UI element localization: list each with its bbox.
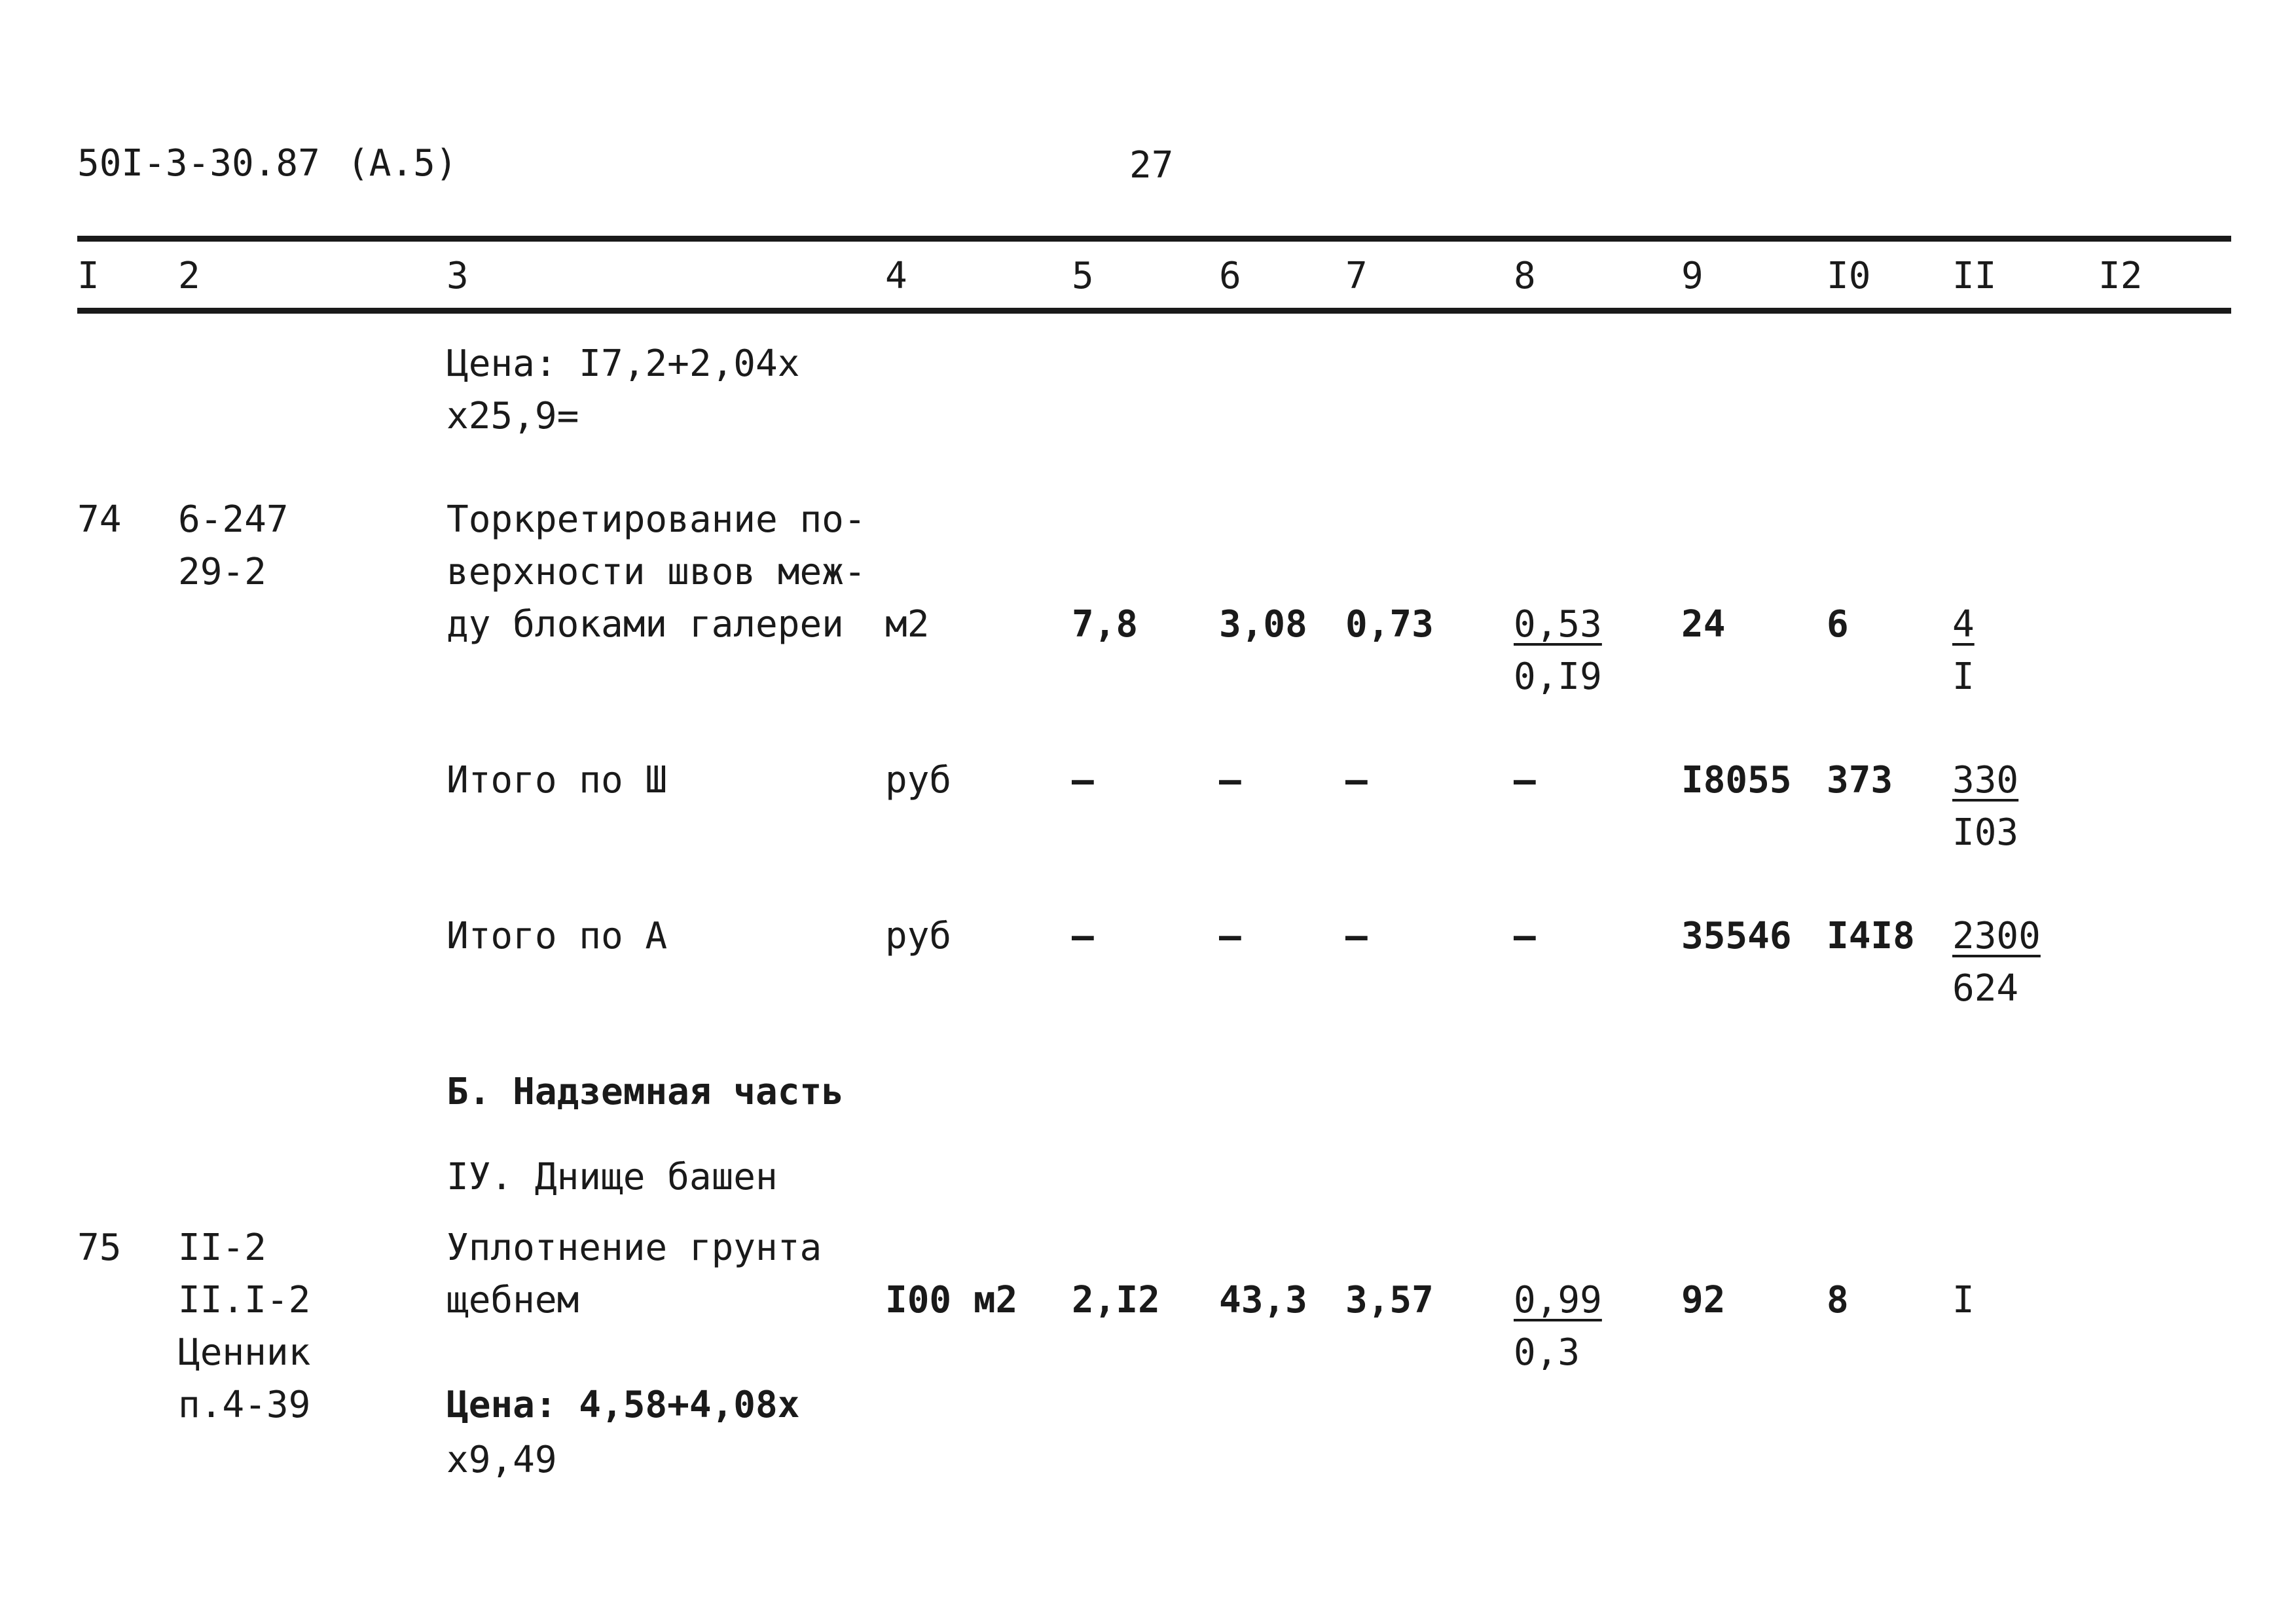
row-code-line: 6-247 [178,498,289,541]
row-value-col10: 8 [1827,1279,1849,1321]
row-value-col9: 35546 [1681,915,1792,957]
row-code-line: 29-2 [178,551,266,593]
column-header: 2 [178,255,200,297]
row-value-col11: I [1952,1279,1975,1321]
row-unit: м2 [885,603,930,646]
row-value-col8-top: 0,99 [1514,1279,1602,1321]
row-value-col11-top: 330 [1952,759,2019,802]
row-code-line: II-2 [178,1227,266,1269]
row-value-col11-bottom: 624 [1952,967,2019,1010]
row-code-line: Ценник [178,1331,311,1374]
row-value-col6: 43,3 [1219,1279,1307,1321]
column-header: 3 [446,255,469,297]
row-value-col9: I8055 [1681,759,1792,802]
column-header: II [1952,255,1997,297]
column-header: 9 [1681,255,1704,297]
row-description-line: х25,9= [446,395,579,437]
row-description-line: верхности швов меж- [446,551,866,593]
row-value-col11-bottom: I03 [1952,811,2019,854]
row-value-col7: – [1345,915,1368,957]
row-value-col10: 373 [1827,759,1893,802]
row-value-col6: 3,08 [1219,603,1307,646]
row-description-line: Цена: 4,58+4,08х [446,1384,800,1426]
section-heading: Б. Надземная часть [446,1071,844,1113]
row-value-col8: – [1514,915,1536,957]
row-value-col8: – [1514,759,1536,802]
row-description-line: ду блоками галереи [446,603,844,646]
column-header: 8 [1514,255,1536,297]
row-value-col11-top: 2300 [1952,915,2041,957]
row-value-col8-bottom: 0,3 [1514,1331,1580,1374]
row-description-line: х9,49 [446,1439,557,1481]
row-value-col11-top: 4 [1952,603,1975,646]
row-value-col6: – [1219,915,1241,957]
row-description-line: Итого по А [446,915,668,957]
row-number: 75 [77,1227,122,1269]
row-unit: I00 м2 [885,1279,1018,1321]
row-description-line: Уплотнение грунта [446,1227,822,1269]
table-header-bottom-rule [77,308,2231,314]
row-description-line: Цена: I7,2+2,04х [446,342,800,385]
column-header: 5 [1072,255,1094,297]
column-header: 4 [885,255,907,297]
row-value-col11-bottom: I [1952,655,1975,698]
row-value-col5: 2,I2 [1072,1279,1160,1321]
row-description-line: щебнем [446,1279,579,1321]
document-code: 50I-3-30.87 [77,142,320,185]
table-top-rule [77,236,2231,242]
column-header: 7 [1345,255,1368,297]
section-reference: (А.5) [347,142,458,185]
row-code-line: II.I-2 [178,1279,311,1321]
row-unit: руб [885,759,952,802]
row-value-col10: 6 [1827,603,1849,646]
row-value-col7: 3,57 [1345,1279,1434,1321]
column-header: I2 [2098,255,2143,297]
row-value-col10: I4I8 [1827,915,1915,957]
row-value-col7: 0,73 [1345,603,1434,646]
row-code-line: п.4-39 [178,1384,311,1426]
page-number: 27 [1129,144,1174,187]
row-value-col9: 92 [1681,1279,1726,1321]
row-description-line: Торкретирование по- [446,498,866,541]
subsection-heading: IУ. Днище башен [446,1156,778,1198]
row-value-col9: 24 [1681,603,1726,646]
row-value-col6: – [1219,759,1241,802]
column-header: 6 [1219,255,1241,297]
row-value-col5: – [1072,759,1094,802]
row-value-col5: – [1072,915,1094,957]
row-value-col7: – [1345,759,1368,802]
row-description-line: Итого по Ш [446,759,668,802]
row-value-col8-bottom: 0,I9 [1514,655,1602,698]
row-number: 74 [77,498,122,541]
column-header: I [77,255,100,297]
column-header: I0 [1827,255,1871,297]
row-value-col5: 7,8 [1072,603,1139,646]
row-value-col8-top: 0,53 [1514,603,1602,646]
row-unit: руб [885,915,952,957]
